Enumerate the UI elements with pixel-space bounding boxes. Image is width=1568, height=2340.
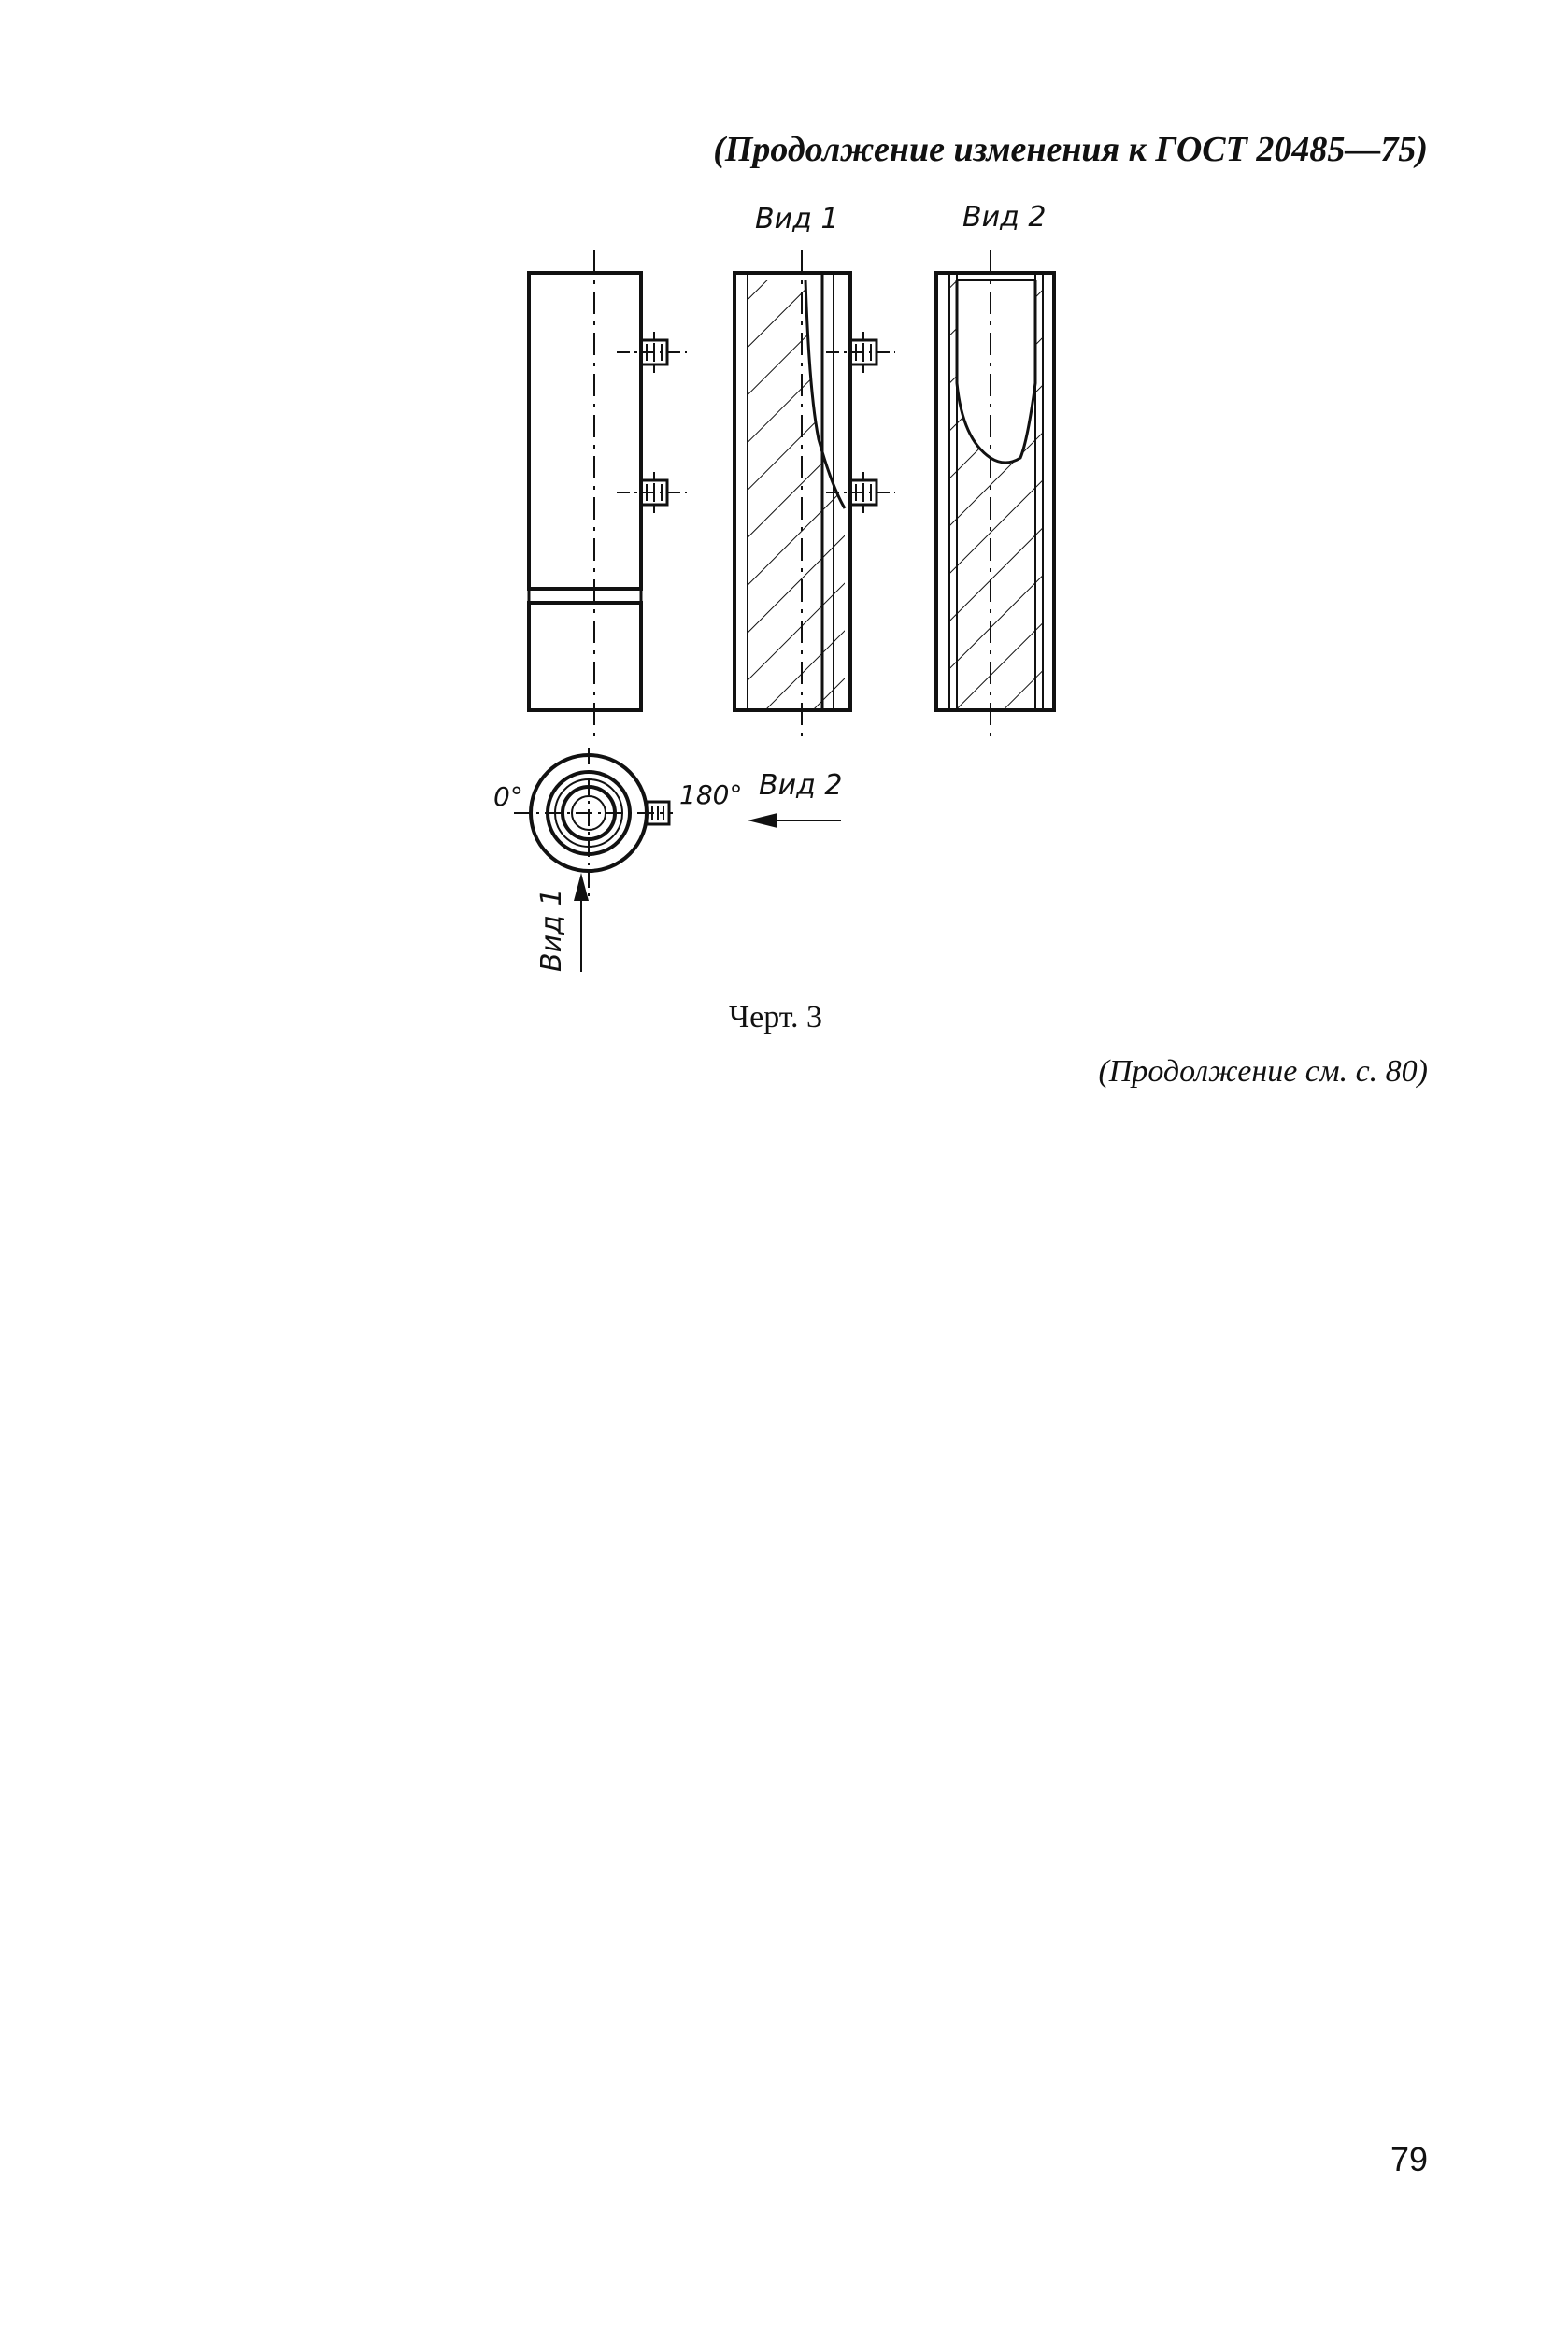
pin-upper xyxy=(826,332,895,374)
plan-view xyxy=(514,748,673,897)
angle-180-label: 180° xyxy=(679,779,743,810)
angle-0-label: 0° xyxy=(493,781,523,812)
arrow-view2-label: Вид 2 xyxy=(759,769,843,802)
continuation-note: (Продолжение см. с. 80) xyxy=(1098,1054,1428,1089)
view1-label: Вид 1 xyxy=(755,203,839,235)
pin-upper xyxy=(617,332,687,374)
figure-caption: Черт. 3 xyxy=(729,1000,823,1034)
exterior-view xyxy=(529,250,687,736)
section-view-1 xyxy=(734,250,895,738)
section-view-2 xyxy=(936,250,1054,738)
arrow-view1 xyxy=(574,873,589,972)
view2-label: Вид 2 xyxy=(962,201,1047,234)
page-number: 79 xyxy=(1390,2140,1428,2178)
page-header: (Продолжение изменения к ГОСТ 20485—75) xyxy=(713,130,1428,169)
arrow-view2 xyxy=(748,813,841,828)
arrow-view1-label: Вид 1 xyxy=(535,888,568,972)
pin-lower xyxy=(617,472,687,514)
